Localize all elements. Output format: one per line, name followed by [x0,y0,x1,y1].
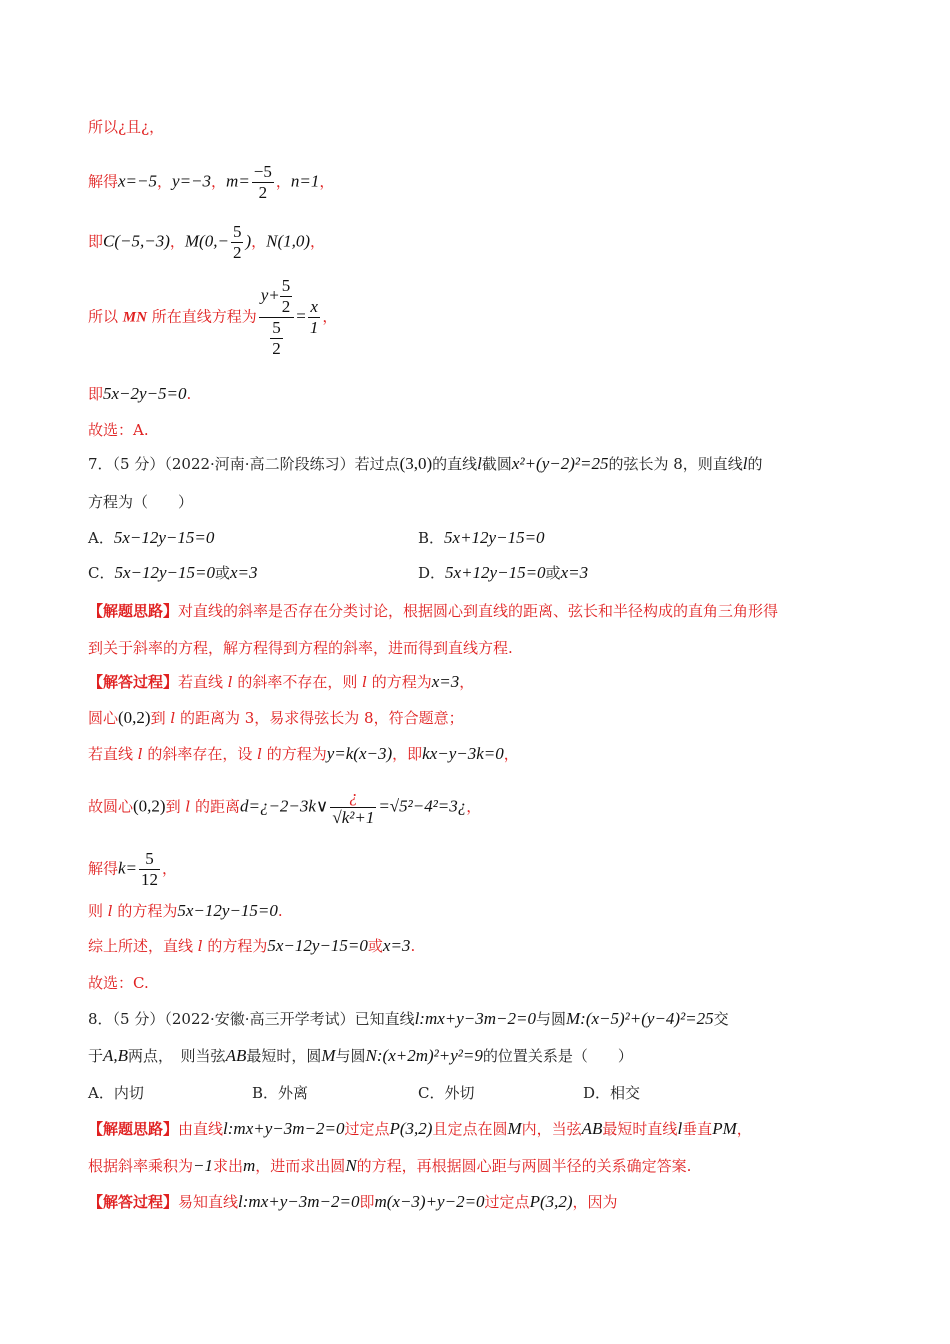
math: M [507,1119,522,1138]
text: 即 [88,232,104,251]
text: 内，当弦 [521,1120,582,1138]
numerator: x [308,297,321,318]
option-d[interactable] [583,1082,640,1104]
text: 故圆心 [88,797,134,816]
solution-idea [88,1155,691,1177]
math: P(3,2) [389,1119,433,1138]
text: 的方程，再根据圆心距与两圆半径的关系确定答案. [356,1157,692,1175]
fraction [280,276,293,317]
text: ， [736,1120,752,1138]
solution-line [88,276,337,359]
text: 且定点在圆 [432,1120,508,1138]
option-d[interactable] [418,562,588,584]
math: N:(x+2m)²+y²=9 [365,1046,483,1065]
math: y=k(x−3) [326,744,393,763]
text: 过定点 [484,1193,530,1211]
text: ，进而求出圆 [255,1157,346,1175]
math: y+ [260,285,280,305]
text: l [257,745,262,763]
math: n=1 [290,171,320,191]
text: 根据斜率乘积为 [88,1157,194,1175]
text: 的方程为 [112,902,178,920]
denominator: 2 [258,183,268,202]
math: AB [225,1046,247,1065]
solution-line [88,383,191,405]
solution-process [88,1191,618,1213]
math: 5x+12y−15=0 [444,528,545,547]
math: 5x−12y−15=0 [114,563,215,582]
math: x=3 [230,563,258,582]
text: 于 [88,1047,104,1065]
math: x²+(y−2)²=25 [511,454,609,473]
text: 圆心 [88,709,119,727]
text: 最短时，圆 [246,1047,322,1065]
text: 与圆 [335,1047,366,1065]
text: . [186,385,192,403]
question-8-stem [88,1008,729,1030]
text: 即 [88,385,104,403]
text: 由直线 [178,1120,224,1138]
text: l [197,937,203,955]
math: (3,0) [399,454,433,473]
option-text: 外切 [444,1084,475,1102]
answer-line [88,419,149,441]
denominator: 2 [272,339,281,358]
solution-process [88,671,474,693]
solution-process [88,849,177,890]
denominator: 12 [141,870,159,889]
option-c[interactable] [88,562,258,584]
text: ， [275,172,291,191]
numerator: 5 [272,318,281,337]
text: 方程为（ ） [88,493,194,511]
text: 的距离为 3，易求得弦长为 8，符合题意； [175,709,464,727]
text: 若直线 [178,673,228,691]
question-7-stem [88,453,763,475]
math: y=−3 [172,171,212,191]
denominator: 2 [281,297,291,316]
option-label: A． [88,529,114,547]
text: 的 [747,455,763,473]
math: PM [712,1119,737,1138]
math: m [243,1156,256,1175]
solution-line [88,222,325,263]
text: 所在直线方程为 [146,307,257,326]
math: M:(x−5)²+(y−4)²=25 [566,1009,714,1028]
text: 求出 [213,1157,244,1175]
math: l [477,454,482,473]
solution-idea [88,600,778,622]
math: kx−y−3k=0 [422,744,504,763]
numerator: 5 [139,849,160,870]
fraction [252,162,274,203]
text: ， [310,232,326,251]
text: ， [459,673,475,691]
text: 到 [150,709,171,727]
text: ， [157,172,173,191]
math: l:mx+y−3m−2=0 [238,1192,360,1211]
math: k= [118,858,138,878]
numerator [259,276,295,318]
option-label: B． [252,1084,279,1102]
text: . [410,937,416,955]
numerator: 5 [281,276,291,295]
text: 综上所述，直线 [88,937,198,955]
solution-process [88,935,415,957]
math: N [345,1156,357,1175]
math: (0,2) [133,796,166,816]
math: l:mx+y−3m−2=0 [223,1119,345,1138]
text: 到关于斜率的方程，解方程得到方程的斜率，进而得到直线方程. [88,639,513,657]
math: x=3 [382,936,411,955]
text: 的位置关系是（ ） [482,1047,633,1065]
text: 的直线 [432,455,478,473]
math: x=−5 [118,171,158,191]
text: ， [251,232,267,251]
option-a[interactable] [88,1082,144,1104]
text: 垂直 [682,1120,713,1138]
text: ， [211,172,227,191]
denominator: 2 [232,243,242,262]
math: l [742,454,748,473]
math: =√5²−4²=3¿ [378,796,467,816]
solution-process [88,743,519,765]
text: ，因为 [572,1193,618,1211]
denominator: √k²+1 [332,808,375,827]
answer-line [88,972,149,994]
question-7-stem [88,491,193,513]
text: . [277,902,283,920]
solution-process [88,900,283,922]
math: M [321,1046,336,1065]
math: 5x−12y−15=0 [267,936,368,955]
text: 的方程为 [261,745,327,763]
option-b[interactable] [252,1082,308,1104]
text: 解得 [88,172,119,191]
fraction [231,222,244,263]
text: l [137,745,143,763]
fraction [330,787,376,828]
option-label: D． [583,1084,611,1102]
math: (0,2) [118,708,151,727]
solution-idea [88,1118,752,1140]
text: 的距离 [190,797,240,816]
solution-line [88,116,164,138]
text: 的斜率存在，设 [142,745,258,763]
text: 解得 [88,859,119,878]
option-label: C． [88,564,115,582]
text: 所以¿且¿， [88,118,165,136]
math: −1 [193,1156,213,1175]
text: 若直线 [88,745,138,763]
fraction [270,318,283,359]
text: 所以 [88,307,123,326]
numerator: ¿ [330,787,376,808]
text: l [362,673,367,691]
text: 即 [359,1193,375,1211]
text: 交 [713,1010,729,1028]
text: 7．（5 分）（2022·河南·高二阶段练习）若过点 [88,455,400,473]
fraction [139,849,160,890]
denominator [259,318,295,359]
option-text: 内切 [113,1084,144,1102]
math: l:mx+y−3m−2=0 [414,1009,536,1028]
option-text: 相交 [610,1084,641,1102]
math: C(−5,−3) [103,231,170,251]
math: P(3,2) [529,1192,573,1211]
text: 过定点 [344,1120,390,1138]
text: 与圆 [536,1010,567,1028]
math: MN [122,309,147,326]
solution-idea [88,637,513,659]
option-label: A． [88,1084,114,1102]
text: 易知直线 [178,1193,239,1211]
text: l [170,709,176,727]
section-tag: 【解题思路】 [88,602,179,620]
text: l [185,797,191,816]
text: 或 [215,564,231,582]
math: d=¿−2−3k∨ [239,796,329,816]
option-a[interactable] [88,527,214,549]
math: x=3 [560,563,589,582]
math: 5x−2y−5=0 [103,384,187,403]
math: x=3 [431,672,460,691]
numerator: 5 [232,222,242,241]
math: 5x−12y−15=0 [177,901,278,920]
text: 或 [367,937,383,955]
text: ， [319,172,335,191]
section-tag: 【解答过程】 [88,1193,179,1211]
math: m(x−3)+y−2=0 [374,1192,485,1211]
text: 的方程为 [202,937,268,955]
text: 的斜率不存在，则 [232,673,363,691]
text: ， [466,797,482,816]
solution-process [88,787,481,828]
math: M(0,− [184,231,229,251]
text: 则 [88,902,108,920]
compound-fraction [259,276,295,359]
option-label: D． [418,564,446,582]
text: ， [162,859,178,878]
math: m= [226,171,250,191]
solution-line [88,162,334,203]
math: = [296,306,306,326]
text: 8．（5 分）（2022·安徽·高三开学考试）已知直线 [88,1010,415,1028]
math: N(1,0) [266,231,311,251]
text: l [227,673,233,691]
solution-process [88,707,464,729]
math: A,B [103,1046,129,1065]
text: 的弦长为 8，则直线 [608,455,743,473]
text: ，即 [392,745,423,763]
option-text: 外离 [278,1084,309,1102]
text: l [107,902,113,920]
math: AB [581,1119,603,1138]
text: 故选：A. [88,421,149,439]
fraction [308,297,321,338]
option-label: B． [418,529,445,547]
math: 5x−12y−15=0 [113,528,215,547]
math: l [677,1119,683,1138]
section-tag: 【解答过程】 [88,673,179,691]
math: ) [245,231,252,251]
text: 截圆 [481,455,512,473]
text: 故选：C. [88,974,149,992]
question-8-stem [88,1045,633,1067]
numerator: −5 [253,162,272,181]
text: 对直线的斜率是否存在分类讨论，根据圆心到直线的距离、弦长和半径构成的直角三角形得 [178,602,779,620]
text: 到 [165,797,186,816]
section-tag: 【解题思路】 [88,1120,179,1138]
option-label: C． [418,1084,445,1102]
denominator: 1 [309,318,319,337]
text: 最短时直线 [602,1120,678,1138]
math: 5x+12y−15=0 [445,563,546,582]
text: ， [169,232,185,251]
text: 或 [545,564,561,582]
option-b[interactable] [418,527,545,549]
text: 的方程为 [366,673,432,691]
text: ， [503,745,519,763]
text: 两点， 则当弦 [128,1047,226,1065]
option-c[interactable] [418,1082,475,1104]
text: ， [322,307,338,326]
